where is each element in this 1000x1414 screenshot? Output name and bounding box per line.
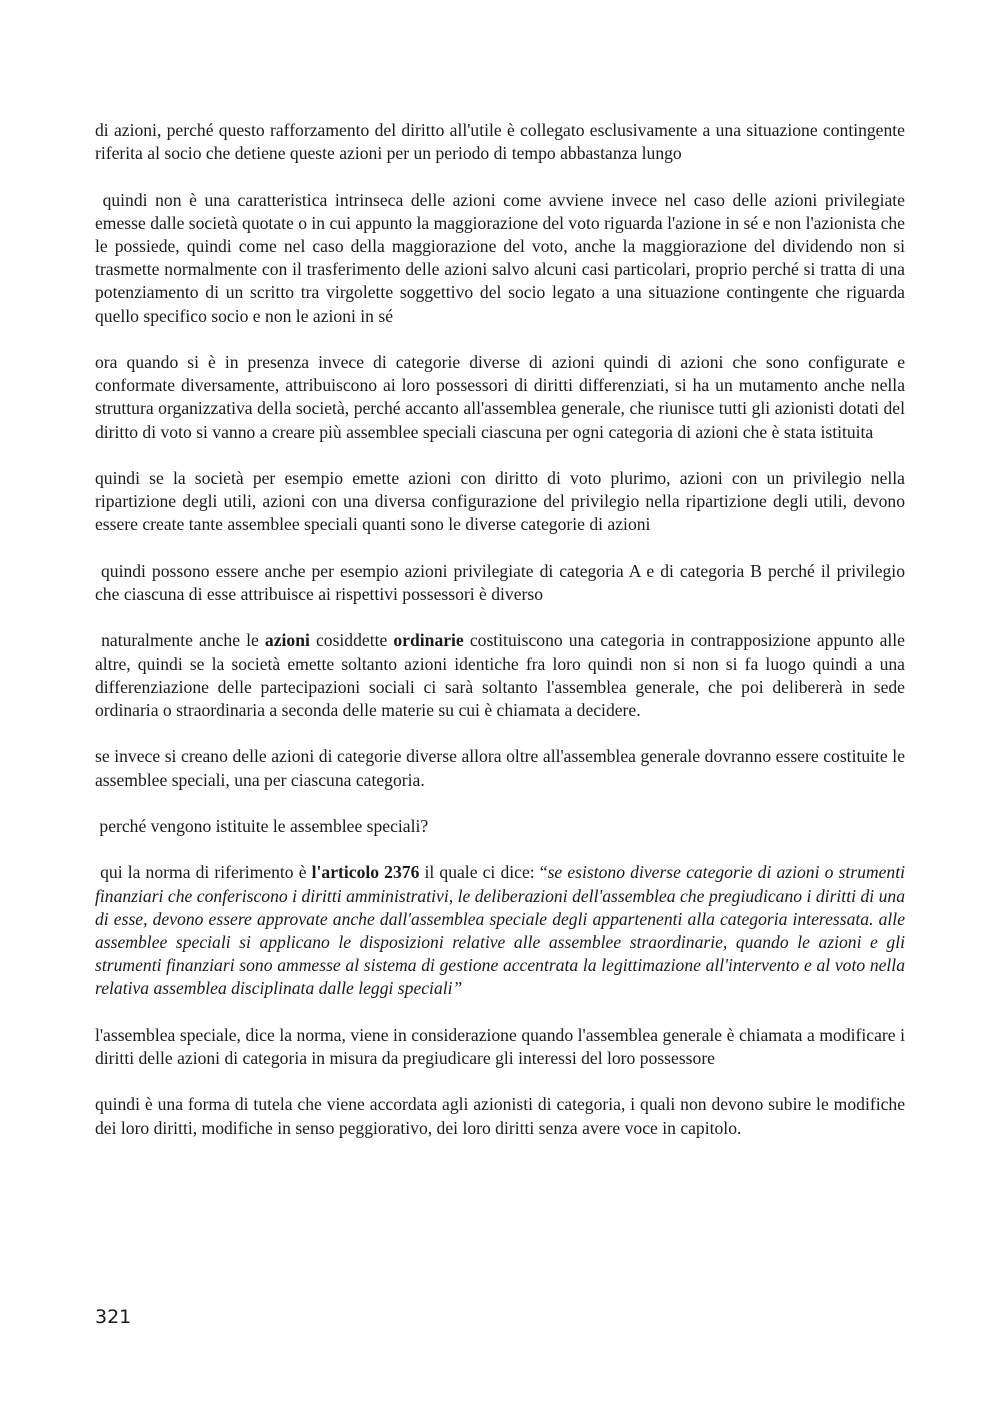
- page-number: 321: [95, 1306, 132, 1328]
- article-reference: l'articolo 2376: [311, 862, 420, 883]
- text-run: il quale ci dice: “: [419, 862, 548, 883]
- text-run: cosiddette: [309, 630, 394, 651]
- paragraph: [95, 861, 910, 1000]
- bold-term: azioni: [264, 630, 310, 651]
- text-run: naturalmente anche le: [95, 630, 265, 651]
- paragraph: di azioni, perché questo rafforzamento del diritto all'utile è collegato esclusivamente a una situazione contingente riferita al socio che detiene queste azioni per un periodo di tempo abbastanza lungo: [95, 120, 910, 164]
- document-body: [95, 119, 910, 1140]
- text-run: qui la norma di riferimento è: [95, 862, 312, 883]
- paragraph: ora quando si è in presenza invece di categorie diverse di azioni quindi di azioni che sono configurate e conformate diversamente, attribuiscono ai loro possessori di diritti differenziati, si ha un mutamento anche nella struttura organizzativa della società, perché accanto all'assemblea generale, che riunisce tutti gli azionisti dotati del diritto di voto si vanno a creare più assemblee speciali ciascuna per ogni categoria di azioni che è stata istituita: [95, 352, 910, 442]
- bold-term: ordinarie: [393, 630, 464, 651]
- paragraph: quindi se la società per esempio emette azioni con diritto di voto plurimo, azioni con un privilegio nella ripartizione degli utili, azioni con una diversa configurazione del privilegio nella ripartizione degli utili, devono essere create tante assemblee speciali quanti sono le diverse categorie di azioni: [95, 468, 910, 535]
- legal-quotation: se esistono diverse categorie di azioni o strumenti finanziari che conferiscono i diritti amministrativi, le deliberazioni dell'assemblea che pregiudicano i diritti di una di esse, devono essere approvate anche dall'assemblea speciale degli appartenenti alla categoria interessata. alle assemblee speciali si applicano le disposizioni relative alle assemblee straordinarie, quando le azioni e gli strumenti finanziari sono ammesse al sistema di gestione accentrata la legittimazione all'intervento e al voto nella relativa assemblea disciplinata dalle leggi speciali”: [95, 862, 910, 999]
- paragraph: quindi possono essere anche per esempio azioni privilegiate di categoria A e di categoria B perché il privilegio che ciascuna di esse attribuisce ai rispettivi possessori è diverso: [95, 560, 910, 604]
- paragraph: perché vengono istituite le assemblee speciali?: [95, 815, 429, 836]
- paragraph: [95, 629, 910, 722]
- text-run: costituiscono una categoria in contrapposizione appunto alle altre, quindi se la società emette soltanto azioni identiche fra loro quindi non si non si fa luogo quindi a una differenziazione delle partecipazioni sociali ci sarà soltanto l'assemblea generale, che poi delibererà in sede ordinaria o straordinaria a seconda delle materie su cui è chiamata a decidere.: [95, 630, 910, 720]
- paragraph: se invece si creano delle azioni di categorie diverse allora oltre all'assemblea generale dovranno essere costituite le assemblee speciali, una per ciascuna categoria.: [95, 746, 910, 790]
- paragraph: quindi non è una caratteristica intrinseca delle azioni come avviene invece nel caso delle azioni privilegiate emesse dalle società quotate o in cui appunto la maggiorazione del voto riguarda l'azione in sé e non l'azionista che le possiede, quindi come nel caso della maggiorazione del voto, anche la maggiorazione del dividendo non si trasmette normalmente con il trasferimento delle azioni salvo alcuni casi particolari, proprio perché si tratta di una potenziamento di un scritto tra virgolette soggettivo del socio legato a una situazione contingente che riguarda quello specifico socio e non le azioni in sé: [95, 189, 910, 326]
- paragraph: l'assemblea speciale, dice la norma, viene in considerazione quando l'assemblea generale è chiamata a modificare i diritti delle azioni di categoria in misura da pregiudicare gli interessi del loro possessore: [95, 1024, 910, 1068]
- paragraph: quindi è una forma di tutela che viene accordata agli azionisti di categoria, i quali non devono subire le modifiche dei loro diritti, modifiche in senso peggiorativo, dei loro diritti senza avere voce in capitolo.: [95, 1094, 910, 1138]
